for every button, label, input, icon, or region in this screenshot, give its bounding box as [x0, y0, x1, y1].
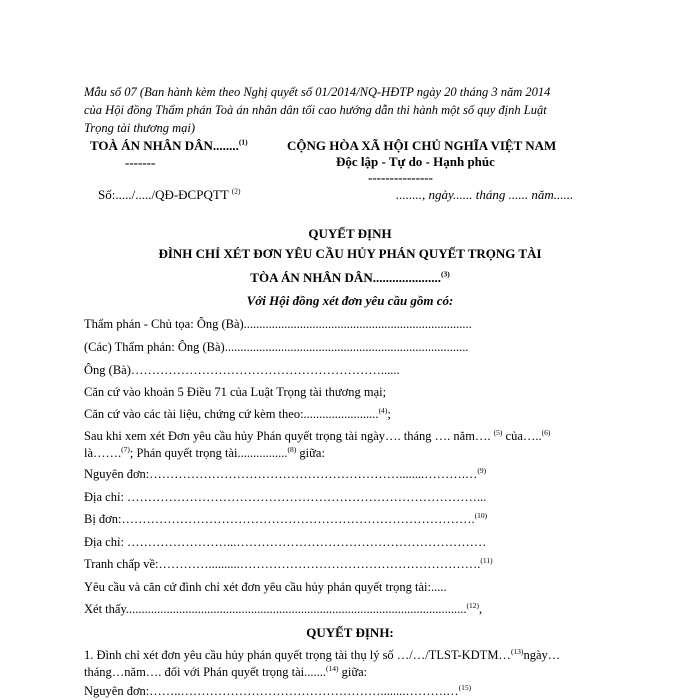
review-line-1: Sau khi xem xét Đơn yêu cầu hủy Phán quyết trọng tài ngày…. tháng …. năm…. $^{(5)}$ của…..$^{(6)}$: [84, 427, 551, 443]
defendant-address-line: Địa chỉ: ……………………...……………………………………………………: [84, 535, 487, 549]
request-line: Yêu cầu và căn cứ đình chỉ xét đơn yêu cầu hủy phán quyết trọng tài:.....: [84, 580, 447, 594]
motto-separator: ---------------: [368, 170, 433, 185]
court-name: TOÀ ÁN NHÂN DÂN........$^{(1)}$: [90, 137, 248, 153]
form-note-line-3: Trọng tài thương mại): [84, 121, 196, 135]
form-note-line-2: của Hội đồng Thẩm phán Toà án nhân dân tối cao hướng dẫn thi hành một số quy định Luật: [84, 103, 547, 117]
judge-chair-line: Thẩm phán - Chủ tọa: Ông (Bà).........................................................................: [84, 317, 472, 331]
nation-title: CỘNG HÒA XÃ HỘI CHỦ NGHĨA VIỆT NAM: [287, 138, 557, 153]
decision-number: Số:...../...../QĐ-ĐCPQTT $^{(2)}$: [98, 186, 241, 202]
decision-heading: QUYẾT ĐỊNH:: [306, 625, 394, 640]
review-line-2: là…….$^{(7)}$; Phán quyết trọng tài................$^{(8)}$ giữa:: [84, 444, 325, 460]
title-panel: Với Hội đồng xét đơn yêu cầu gồm có:: [246, 293, 454, 308]
member-line: Ông (Bà)……………………………………………………......: [84, 363, 400, 377]
decision-date: ........, ngày...... tháng ...... năm......: [396, 187, 574, 202]
title-subject: ĐÌNH CHỈ XÉT ĐƠN YÊU CẦU HỦY PHÁN QUYẾT TRỌNG TÀI: [158, 246, 542, 261]
basis-law-line: Căn cứ vào khoản 5 Điều 71 của Luật Trọng tài thương mại;: [84, 385, 387, 399]
findings-line: Xét thấy.............................................................................................................$^{(12)}$,: [84, 600, 483, 616]
defendant-line: Bị đơn:………………………………………………………………………….$^{(10)}$: [84, 510, 488, 526]
decision-item-1-line-1: 1. Đình chỉ xét đơn yêu cầu hủy phán quyết trọng tài thụ lý số …/…/TLST-KDTM…$^{(13)}$ngày…: [84, 646, 561, 662]
decision-plaintiff-line: Nguyên đơn:……..…………………………………………........……….…$^{(15)}$: [84, 682, 472, 698]
form-note-line-1: Mẫu số 07 (Ban hành kèm theo Nghị quyết số 01/2014/NQ-HĐTP ngày 20 tháng 3 năm 2014: [84, 85, 551, 99]
dispute-line: Tranh chấp về:…………..........………………………………………………….$^{(11)}$: [84, 555, 493, 571]
judges-line: (Các) Thẩm phán: Ông (Bà)..............................................................................: [84, 340, 469, 354]
court-separator: -------: [125, 155, 156, 170]
decision-item-1-line-2: tháng…năm…. đối với Phán quyết trọng tài.......$^{(14)}$ giữa:: [84, 663, 368, 679]
nation-motto: Độc lập - Tự do - Hạnh phúc: [336, 154, 495, 169]
plaintiff-line: Nguyên đơn:……………………………………………………........……….…$^{(9)}$: [84, 465, 487, 481]
title-court: TÒA ÁN NHÂN DÂN.....................$^{(3)}$: [250, 269, 450, 285]
basis-docs-line: Căn cứ vào các tài liệu, chứng cứ kèm theo:........................$^{(4)}$;: [84, 405, 391, 421]
plaintiff-address-line: Địa chỉ: …………………………………………………………………………...: [84, 490, 487, 504]
title-decision: QUYẾT ĐỊNH: [308, 226, 392, 241]
